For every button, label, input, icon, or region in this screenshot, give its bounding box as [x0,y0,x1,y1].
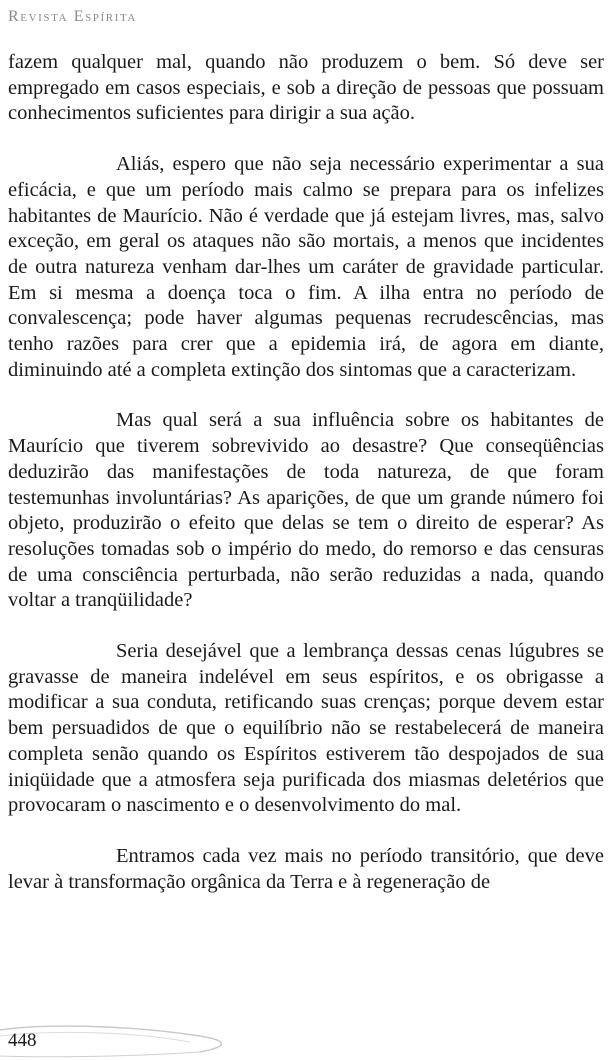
page-number: 448 [8,1030,37,1051]
paragraph-2: Aliás, espero que não seja necessário experimentar a sua eficácia, e que um período mais calmo se prepara para os infelizes habitantes de Maurício. Não é verdade que já estejam livres, mas, salvo exceção, em geral os ataques não são mortais, a menos que incidentes de outra natureza venham dar-lhes um caráter de gravidade particular. Em si mesma a doença toca o fim. A ilha entra no período de convalescença; pode haver algumas pequenas recrudescências, mas tenho razões para crer que a epidemia irá, de agora em diante, diminuindo até a completa extinção dos sintomas que a caracterizam. [8,153,604,381]
running-header: Revista Espírita [8,8,137,25]
page-body [8,50,604,895]
paragraph-5: Entramos cada vez mais no período transitório, que deve levar à transformação orgânica da Terra e à regeneração de [8,844,604,893]
paragraph-1: fazem qualquer mal, quando não produzem o bem. Só deve ser empregado em casos especiais, e sob a direção de pessoas que possuam conhecimentos suficientes para dirigir a sua ação. [8,51,604,125]
paragraph-3: Mas qual será a sua influência sobre os habitantes de Maurício que tiverem sobrevivido ao desastre? Que conseqüências deduzirão das manifestações de toda natureza, de que foram testemunhas involuntárias? As aparições, de que um grande número foi objeto, produzirão o efeito que delas se tem o direito de esperar? As resoluções tomadas sob o império do medo, do remorso e das censuras de uma consciência perturbada, não serão reduzidas a nada, quando voltar a tranqüilidade? [8,409,604,612]
paragraph-4: Seria desejável que a lembrança dessas cenas lúgubres se gravasse de maneira indelével em seus espíritos, e os obrigasse a modificar a sua conduta, retificando suas crenças; porque devem estar bem persuadidos de que o equilíbrio não se restabelecerá de maneira completa senão quando os Espíritos estiverem tão despojados de sua iniqüidade que a atmosfera seja purificada dos miasmas deletérios que provocaram o nascimento e o desenvolvimento do mal. [8,640,604,817]
